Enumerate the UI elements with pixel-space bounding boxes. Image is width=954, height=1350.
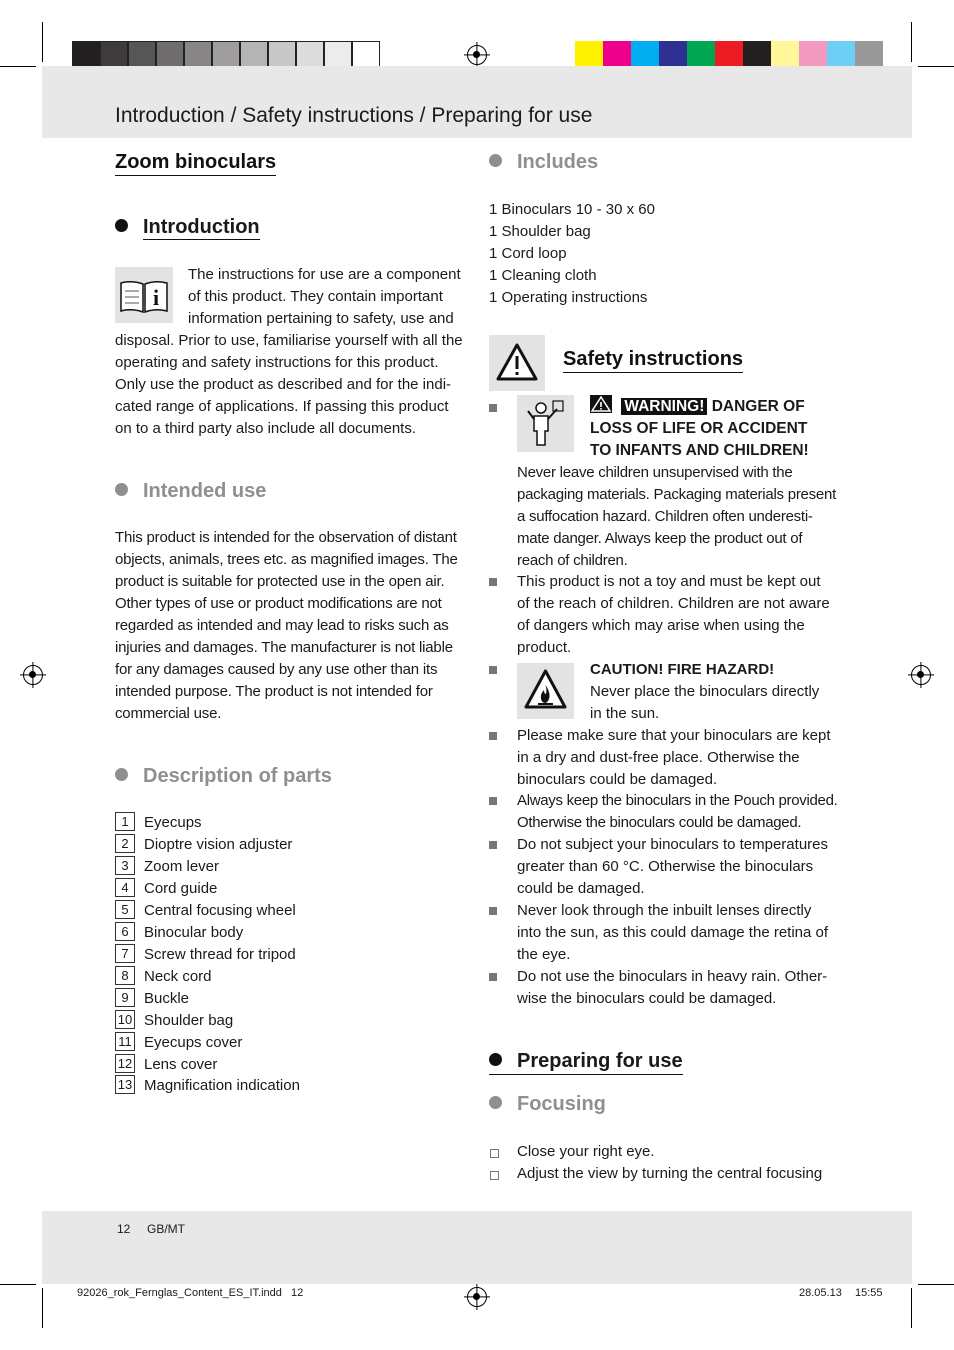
list-item: 1 Binoculars 10 - 30 x 60 — [489, 201, 655, 218]
safety-item: Do not subject your binoculars to temperatures greater than 60 °C. Otherwise the binoculars could be damaged. — [517, 836, 828, 897]
bullet-dot-icon — [489, 1053, 502, 1066]
bullet-square-icon — [489, 578, 497, 586]
bullet-square-icon — [489, 797, 497, 805]
calibration-swatch — [72, 41, 100, 69]
calibration-swatch — [184, 41, 212, 69]
list-item: 8 Neck cord — [115, 966, 212, 988]
list-item: 12 Lens cover — [115, 1054, 217, 1076]
calibration-swatch — [603, 41, 631, 69]
list-item: 7 Screw thread for tripod — [115, 944, 296, 966]
calibration-swatch — [156, 41, 184, 69]
calibration-swatch — [743, 41, 771, 69]
calibration-swatch — [212, 41, 240, 69]
info-book-icon — [115, 267, 173, 323]
calibration-swatch — [575, 41, 603, 69]
list-item: 3 Zoom lever — [115, 856, 219, 878]
calibration-swatch — [687, 41, 715, 69]
bullet-square-icon — [489, 973, 497, 981]
registration-mark-icon — [911, 665, 931, 685]
calibration-swatch — [324, 41, 352, 69]
list-item: 11 Eyecups cover — [115, 1032, 242, 1054]
bullet-dot-icon — [489, 154, 502, 167]
file-name: 92026_rok_Fernglas_Content_ES_IT.indd 12 — [77, 1287, 304, 1299]
registration-mark-icon — [467, 45, 487, 65]
warning-heading: WARNING! DANGER OF LOSS OF LIFE OR ACCIDENT TO INFANTS AND CHILDREN! — [590, 395, 840, 462]
includes-heading: Includes — [489, 151, 598, 174]
calibration-swatch — [100, 41, 128, 69]
safety-instructions-heading: Safety instructions — [563, 348, 743, 373]
list-item: 1 Shoulder bag — [489, 223, 591, 240]
introduction-text-a: The instructions for use are a component of this product. They contain important information pertaining to safety, use and — [188, 266, 461, 327]
warning-triangle-icon — [489, 335, 545, 391]
product-title: Zoom binoculars — [115, 151, 276, 176]
bullet-square-icon — [489, 732, 497, 740]
preparing-for-use-heading: Preparing for use — [489, 1050, 683, 1075]
svg-text:i: i — [152, 285, 160, 310]
calibration-swatch — [128, 41, 156, 69]
print-date: 28.05.13 — [799, 1287, 842, 1299]
list-item: 2 Dioptre vision adjuster — [115, 834, 292, 856]
calibration-swatch — [659, 41, 687, 69]
small-warning-triangle-icon — [590, 395, 612, 413]
calibration-swatch — [855, 41, 883, 69]
locale-code: GB/MT — [147, 1222, 185, 1236]
intended-use-heading: Intended use — [115, 480, 266, 503]
child-warning-icon — [517, 395, 574, 452]
registration-mark-icon — [23, 665, 43, 685]
calibration-swatch — [631, 41, 659, 69]
list-item: 9 Buckle — [115, 988, 189, 1010]
introduction-heading: Introduction — [115, 216, 260, 239]
focusing-heading: Focusing — [489, 1093, 606, 1116]
calibration-swatch — [240, 41, 268, 69]
list-item: 10 Shoulder bag — [115, 1010, 233, 1032]
intended-use-text: This product is intended for the observation of distant objects, animals, trees etc. as magnified images. The product is suitable for protected use in the open air. Other types of use or product modifications are not regarded as intended and may lead to risks such as injuries and damages. The manufacturer is not liable for any damages caused by any use other than its intended purpose. The product is not intended for commercial use. — [115, 529, 458, 722]
description-of-parts-heading: Description of parts — [115, 765, 332, 788]
calibration-swatch — [268, 41, 296, 69]
bullet-square-icon — [489, 666, 497, 674]
warning-body-text: Never leave children unsupervised with the packaging materials. Packaging materials present a suffocation hazard. Children often underesti- mate danger. Always keep the product out of reach of children. — [517, 464, 837, 569]
bullet-square-icon — [489, 907, 497, 915]
list-item: 4 Cord guide — [115, 878, 217, 900]
bullet-square-icon — [489, 404, 497, 412]
calibration-swatch — [799, 41, 827, 69]
page-number: 12 — [117, 1222, 131, 1236]
bullet-square-icon — [489, 841, 497, 849]
safety-item: Never look through the inbuilt lenses directly into the sun, as this could damage the retina of the eye. — [517, 902, 829, 963]
list-item: 1 Cord loop — [489, 245, 567, 262]
warning-label-badge: WARNING! — [621, 398, 707, 415]
registration-mark-icon — [467, 1287, 487, 1307]
calibration-swatch — [827, 41, 855, 69]
includes-list — [489, 199, 655, 309]
list-item: 1 Operating instructions — [489, 289, 648, 306]
safety-toy-item: This product is not a toy and must be kept out of the reach of children. Children are not aware of dangers which may arise when using the product. — [517, 573, 830, 656]
list-item: 5 Central focusing wheel — [115, 900, 296, 922]
calibration-swatch — [715, 41, 743, 69]
step-checkbox-icon — [490, 1149, 499, 1158]
list-item: 13 Magnification indication — [115, 1075, 300, 1097]
page-title: Introduction / Safety instructions / Preparing for use — [115, 104, 593, 127]
color-calibration-bar — [575, 41, 883, 69]
calibration-swatch — [771, 41, 799, 69]
list-item: 6 Binocular body — [115, 922, 243, 944]
focusing-steps: Close your right eye. Adjust the view by turning the central focusing — [517, 1143, 823, 1182]
calibration-swatch — [352, 41, 380, 69]
bullet-dot-icon — [115, 483, 128, 496]
introduction-text-b: disposal. Prior to use, familiarise yourself with all the operating and safety instructions for this product. Only use the product as described and for the indi- cated range of applications. If passing this product on to a third party also include all documents. — [115, 332, 463, 437]
grey-calibration-bar — [72, 41, 380, 69]
calibration-swatch — [296, 41, 324, 69]
fire-hazard-icon — [517, 663, 574, 719]
safety-item: Please make sure that your binoculars are kept in a dry and dust-free place. Otherwise the binoculars could be damaged. — [517, 727, 831, 788]
print-time: 15:55 — [855, 1287, 883, 1299]
bullet-dot-icon — [489, 1096, 502, 1109]
list-item: 1 Eyecups — [115, 812, 202, 834]
fire-hazard-text: CAUTION! FIRE HAZARD! Never place the binoculars directly in the sun. — [590, 661, 820, 722]
safety-item: Always keep the binoculars in the Pouch provided. Otherwise the binoculars could be damaged. — [517, 792, 838, 831]
step-checkbox-icon — [490, 1171, 499, 1180]
safety-item: Do not use the binoculars in heavy rain. Other- wise the binoculars could be damaged. — [517, 968, 828, 1007]
list-item: 1 Cleaning cloth — [489, 267, 597, 284]
bullet-dot-icon — [115, 768, 128, 781]
bullet-dot-icon — [115, 219, 128, 232]
